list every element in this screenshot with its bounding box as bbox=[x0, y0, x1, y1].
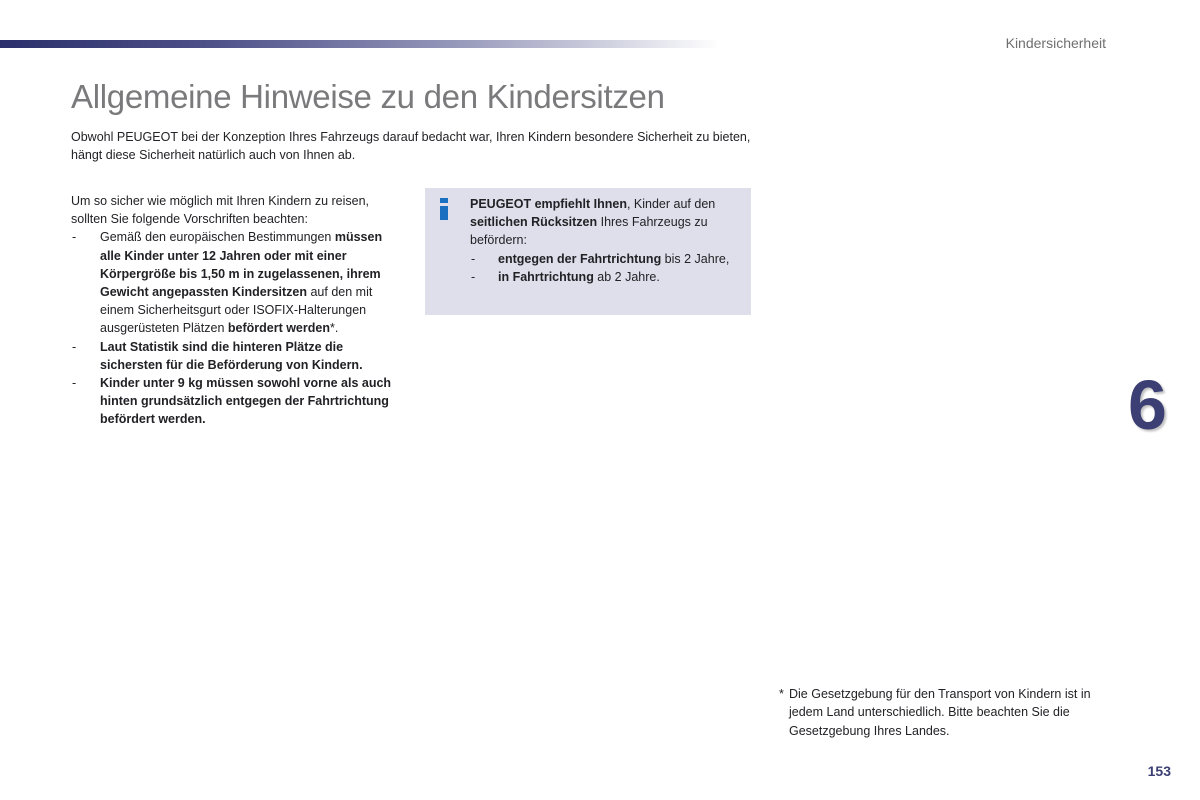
rule-3-text: Kinder unter 9 kg müssen sowohl vorne als auch hinten grundsätzlich entgegen der Fahrtrichtung befördert werden. bbox=[100, 376, 392, 427]
footnote-mark: * bbox=[779, 687, 784, 701]
info-paragraph bbox=[470, 195, 745, 250]
info-item-2-rest: ab 2 Jahre. bbox=[593, 269, 660, 284]
page-number: 153 bbox=[1147, 763, 1171, 779]
info-item-2 bbox=[470, 268, 745, 286]
info-box bbox=[425, 188, 751, 315]
info-icon bbox=[439, 198, 449, 220]
footnote bbox=[779, 685, 1119, 740]
rules-lead: Um so sicher wie möglich mit Ihren Kindern zu reisen, sollten Sie folgende Vorschriften beachten: bbox=[71, 194, 370, 227]
footnote-text: Die Gesetzgebung für den Transport von Kindern ist in jedem Land unterschiedlich. Bitte beachten Sie die Gesetzgebung Ihres Landes. bbox=[789, 687, 1091, 738]
header-gradient-bar bbox=[0, 40, 720, 48]
rule-1-text-a: Gemäß den europäischen Bestimmungen bbox=[100, 230, 335, 245]
section-name: Kindersicherheit bbox=[1005, 35, 1106, 51]
left-column bbox=[71, 192, 401, 429]
chapter-number: 6 bbox=[1128, 366, 1167, 444]
info-item-1-bold: entgegen der Fahrtrichtung bbox=[498, 251, 662, 266]
rule-item-2 bbox=[71, 338, 401, 374]
rule-2-text: Laut Statistik sind die hinteren Plätze die sichersten für die Beförderung von Kindern. bbox=[100, 339, 363, 372]
rules-list bbox=[71, 228, 401, 428]
rule-1-text-c: auf den mit einem Sicherheitsgurt oder ISOFIX-Halterungen ausgerüsteten Plätzen bbox=[100, 285, 373, 336]
intro-paragraph: Obwohl PEUGEOT bei der Konzeption Ihres Fahrzeugs darauf bedacht war, Ihren Kindern besondere Sicherheit zu bieten, hängt diese Sicherheit natürlich auch von Ihnen ab. bbox=[71, 130, 751, 162]
rule-1-text-d: befördert werden bbox=[227, 321, 330, 336]
rule-1-text-e: *. bbox=[329, 321, 339, 336]
info-text-2: , Kinder auf den bbox=[626, 197, 716, 211]
rule-item-3 bbox=[71, 374, 401, 429]
rule-1-text-b: müssen alle Kinder unter 12 Jahren oder mit einer Körpergröße bis 1,50 m in zugelassenen, ihrem Gewicht angepassten Kindersitzen bbox=[100, 230, 383, 300]
info-item-2-bold: in Fahrtrichtung bbox=[498, 269, 594, 284]
info-list bbox=[470, 250, 745, 286]
info-text-1: PEUGEOT empfiehlt Ihnen bbox=[470, 197, 627, 211]
rule-item-1 bbox=[71, 228, 401, 337]
page-title: Allgemeine Hinweise zu den Kindersitzen bbox=[71, 78, 665, 115]
info-text-3: seitlichen Rücksitzen bbox=[470, 215, 598, 230]
info-text bbox=[470, 195, 745, 286]
info-item-1 bbox=[470, 250, 745, 268]
info-item-1-rest: bis 2 Jahre, bbox=[661, 251, 730, 266]
info-text-4: Ihres Fahrzeugs zu befördern: bbox=[470, 215, 708, 248]
